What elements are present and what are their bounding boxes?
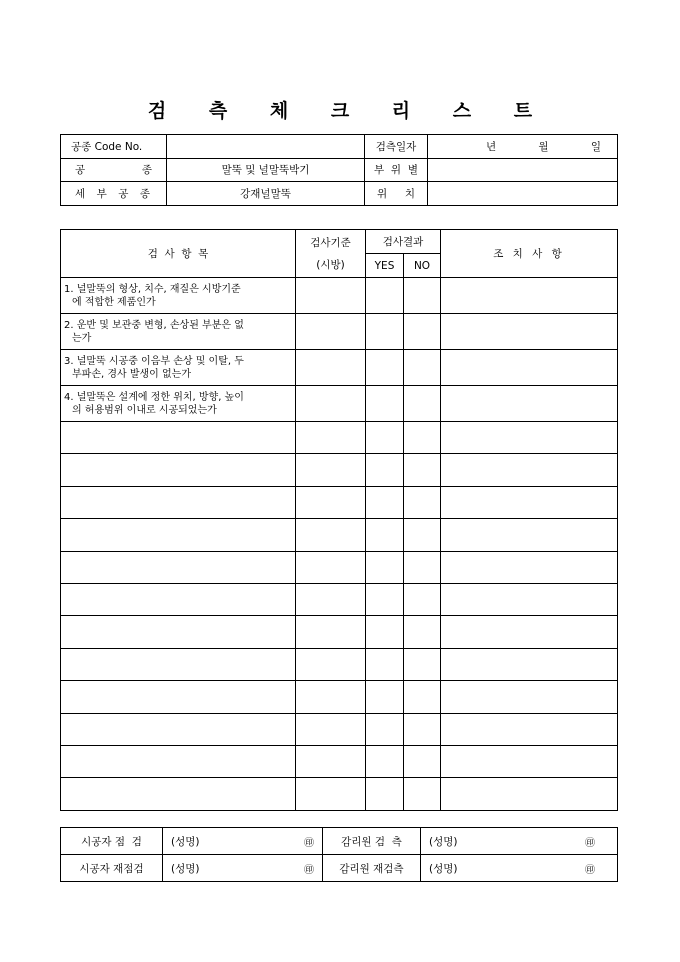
day-label: 일: [590, 140, 601, 153]
standard-cell[interactable]: [296, 745, 366, 777]
action-cell[interactable]: [441, 616, 618, 648]
no-cell[interactable]: [404, 745, 441, 777]
location-field[interactable]: [428, 182, 618, 206]
action-cell[interactable]: [441, 454, 618, 486]
no-cell[interactable]: [404, 681, 441, 713]
part-field[interactable]: [428, 158, 618, 182]
check-item: [61, 519, 296, 551]
no-cell[interactable]: [404, 778, 441, 810]
standard-cell[interactable]: [296, 386, 366, 422]
check-item: [61, 745, 296, 777]
col-standard-header: 검사기준 (시방): [296, 230, 366, 278]
check-item: 4. 널말뚝은 설계에 정한 위치, 방향, 높이 의 허용범위 이내로 시공되었는가: [61, 386, 296, 422]
yes-cell[interactable]: [366, 778, 404, 810]
check-item: 2. 운반 및 보관중 변형, 손상된 부분은 없 는가: [61, 314, 296, 350]
seal-icon: ㊞: [585, 837, 595, 849]
col-action-header: 조 치 사 항: [441, 230, 618, 278]
checklist-row: [61, 583, 618, 615]
check-item: [61, 422, 296, 454]
seal-icon: ㊞: [304, 837, 314, 849]
yes-cell[interactable]: [366, 350, 404, 386]
yes-cell[interactable]: [366, 616, 404, 648]
year-label: 년: [486, 140, 497, 153]
check-item: [61, 454, 296, 486]
checklist-row: [61, 386, 618, 422]
check-item: 1. 널말뚝의 형상, 치수, 재질은 시방기준 에 적합한 제품인가: [61, 278, 296, 314]
no-cell[interactable]: [404, 422, 441, 454]
contractor-inspect-label: 시공자 점 검: [61, 828, 163, 855]
yes-cell[interactable]: [366, 583, 404, 615]
location-label: 위 치: [365, 182, 428, 206]
yes-cell[interactable]: [366, 422, 404, 454]
checklist-row: [61, 314, 618, 350]
check-item: [61, 616, 296, 648]
supervisor-inspect-label: 감리원 검 측: [323, 828, 421, 855]
no-cell[interactable]: [404, 486, 441, 518]
month-label: 월: [538, 140, 549, 153]
action-cell[interactable]: [441, 422, 618, 454]
no-cell[interactable]: [404, 386, 441, 422]
checklist-row: [61, 681, 618, 713]
checklist-row: [61, 616, 618, 648]
yes-cell[interactable]: [366, 314, 404, 350]
action-cell[interactable]: [441, 486, 618, 518]
standard-cell[interactable]: [296, 681, 366, 713]
signature-table: [60, 827, 618, 882]
yes-cell[interactable]: [366, 681, 404, 713]
checklist-row: [61, 551, 618, 583]
no-cell[interactable]: [404, 278, 441, 314]
yes-cell[interactable]: [366, 745, 404, 777]
action-cell[interactable]: [441, 681, 618, 713]
col-items-header: 검 사 항 목: [61, 230, 296, 278]
standard-cell[interactable]: [296, 519, 366, 551]
action-cell[interactable]: [441, 386, 618, 422]
detail-work-label: 세 부 공 종: [61, 182, 167, 206]
action-cell[interactable]: [441, 648, 618, 680]
work-type-value: 말뚝 및 널말뚝박기: [167, 158, 365, 182]
checklist-row: [61, 422, 618, 454]
check-item: 3. 널말뚝 시공중 이음부 손상 및 이탈, 두 부파손, 경사 발생이 없는가: [61, 350, 296, 386]
standard-cell[interactable]: [296, 778, 366, 810]
check-item: [61, 583, 296, 615]
checklist-row: [61, 278, 618, 314]
contractor-reinspect-label: 시공자 재점검: [61, 855, 163, 882]
action-cell[interactable]: [441, 713, 618, 745]
no-cell[interactable]: [404, 583, 441, 615]
no-cell[interactable]: [404, 519, 441, 551]
checklist-row: [61, 778, 618, 810]
standard-cell[interactable]: [296, 454, 366, 486]
standard-cell[interactable]: [296, 350, 366, 386]
no-cell[interactable]: [404, 616, 441, 648]
standard-cell[interactable]: [296, 486, 366, 518]
yes-cell[interactable]: [366, 519, 404, 551]
no-cell[interactable]: [404, 551, 441, 583]
contractor-inspect-sign[interactable]: (성명) ㊞: [163, 828, 323, 855]
action-cell[interactable]: [441, 745, 618, 777]
seal-icon: ㊞: [585, 864, 595, 876]
work-type-label: 공 종: [61, 158, 167, 182]
yes-cell[interactable]: [366, 551, 404, 583]
check-item: [61, 551, 296, 583]
action-cell[interactable]: [441, 278, 618, 314]
standard-cell[interactable]: [296, 551, 366, 583]
checklist-row: [61, 713, 618, 745]
standard-cell[interactable]: [296, 278, 366, 314]
col-result-header: 검사결과: [366, 230, 441, 254]
action-cell[interactable]: [441, 551, 618, 583]
action-cell[interactable]: [441, 583, 618, 615]
check-item: [61, 486, 296, 518]
checklist-rows: [61, 278, 618, 811]
seal-icon: ㊞: [304, 864, 314, 876]
inspection-date-label: 검측일자: [365, 135, 428, 159]
header-table: [60, 134, 618, 206]
checklist-row: [61, 486, 618, 518]
part-label: 부 위 별: [365, 158, 428, 182]
standard-cell[interactable]: [296, 648, 366, 680]
action-cell[interactable]: [441, 350, 618, 386]
no-cell[interactable]: [404, 314, 441, 350]
action-cell[interactable]: [441, 778, 618, 810]
checklist-row: [61, 519, 618, 551]
work-code-field[interactable]: [167, 135, 365, 159]
page-title: 검 측 체 크 리 스 트: [147, 100, 551, 122]
contractor-reinspect-sign[interactable]: (성명) ㊞: [163, 855, 323, 882]
yes-cell[interactable]: [366, 648, 404, 680]
standard-cell[interactable]: [296, 314, 366, 350]
checklist-row: [61, 454, 618, 486]
checklist-row: [61, 648, 618, 680]
yes-cell[interactable]: [366, 386, 404, 422]
yes-cell[interactable]: [366, 278, 404, 314]
action-cell[interactable]: [441, 314, 618, 350]
yes-cell[interactable]: [366, 454, 404, 486]
check-item: [61, 681, 296, 713]
col-no-header: NO: [404, 254, 441, 278]
check-item: [61, 778, 296, 810]
work-code-label: 공종 Code No.: [61, 135, 167, 159]
standard-cell[interactable]: [296, 422, 366, 454]
check-item: [61, 713, 296, 745]
no-cell[interactable]: [404, 454, 441, 486]
check-item: [61, 648, 296, 680]
no-cell[interactable]: [404, 648, 441, 680]
standard-cell[interactable]: [296, 583, 366, 615]
supervisor-inspect-sign[interactable]: (성명) ㊞: [421, 828, 618, 855]
action-cell[interactable]: [441, 519, 618, 551]
no-cell[interactable]: [404, 350, 441, 386]
standard-cell[interactable]: [296, 713, 366, 745]
checklist-row: [61, 745, 618, 777]
standard-cell[interactable]: [296, 616, 366, 648]
yes-cell[interactable]: [366, 713, 404, 745]
no-cell[interactable]: [404, 713, 441, 745]
supervisor-reinspect-sign[interactable]: (성명) ㊞: [421, 855, 618, 882]
detail-work-value: 강재널말뚝: [167, 182, 365, 206]
col-yes-header: YES: [366, 254, 404, 278]
checklist-table: [60, 229, 618, 811]
inspection-date-field[interactable]: [428, 135, 618, 159]
yes-cell[interactable]: [366, 486, 404, 518]
supervisor-reinspect-label: 감리원 재검측: [323, 855, 421, 882]
checklist-row: [61, 350, 618, 386]
